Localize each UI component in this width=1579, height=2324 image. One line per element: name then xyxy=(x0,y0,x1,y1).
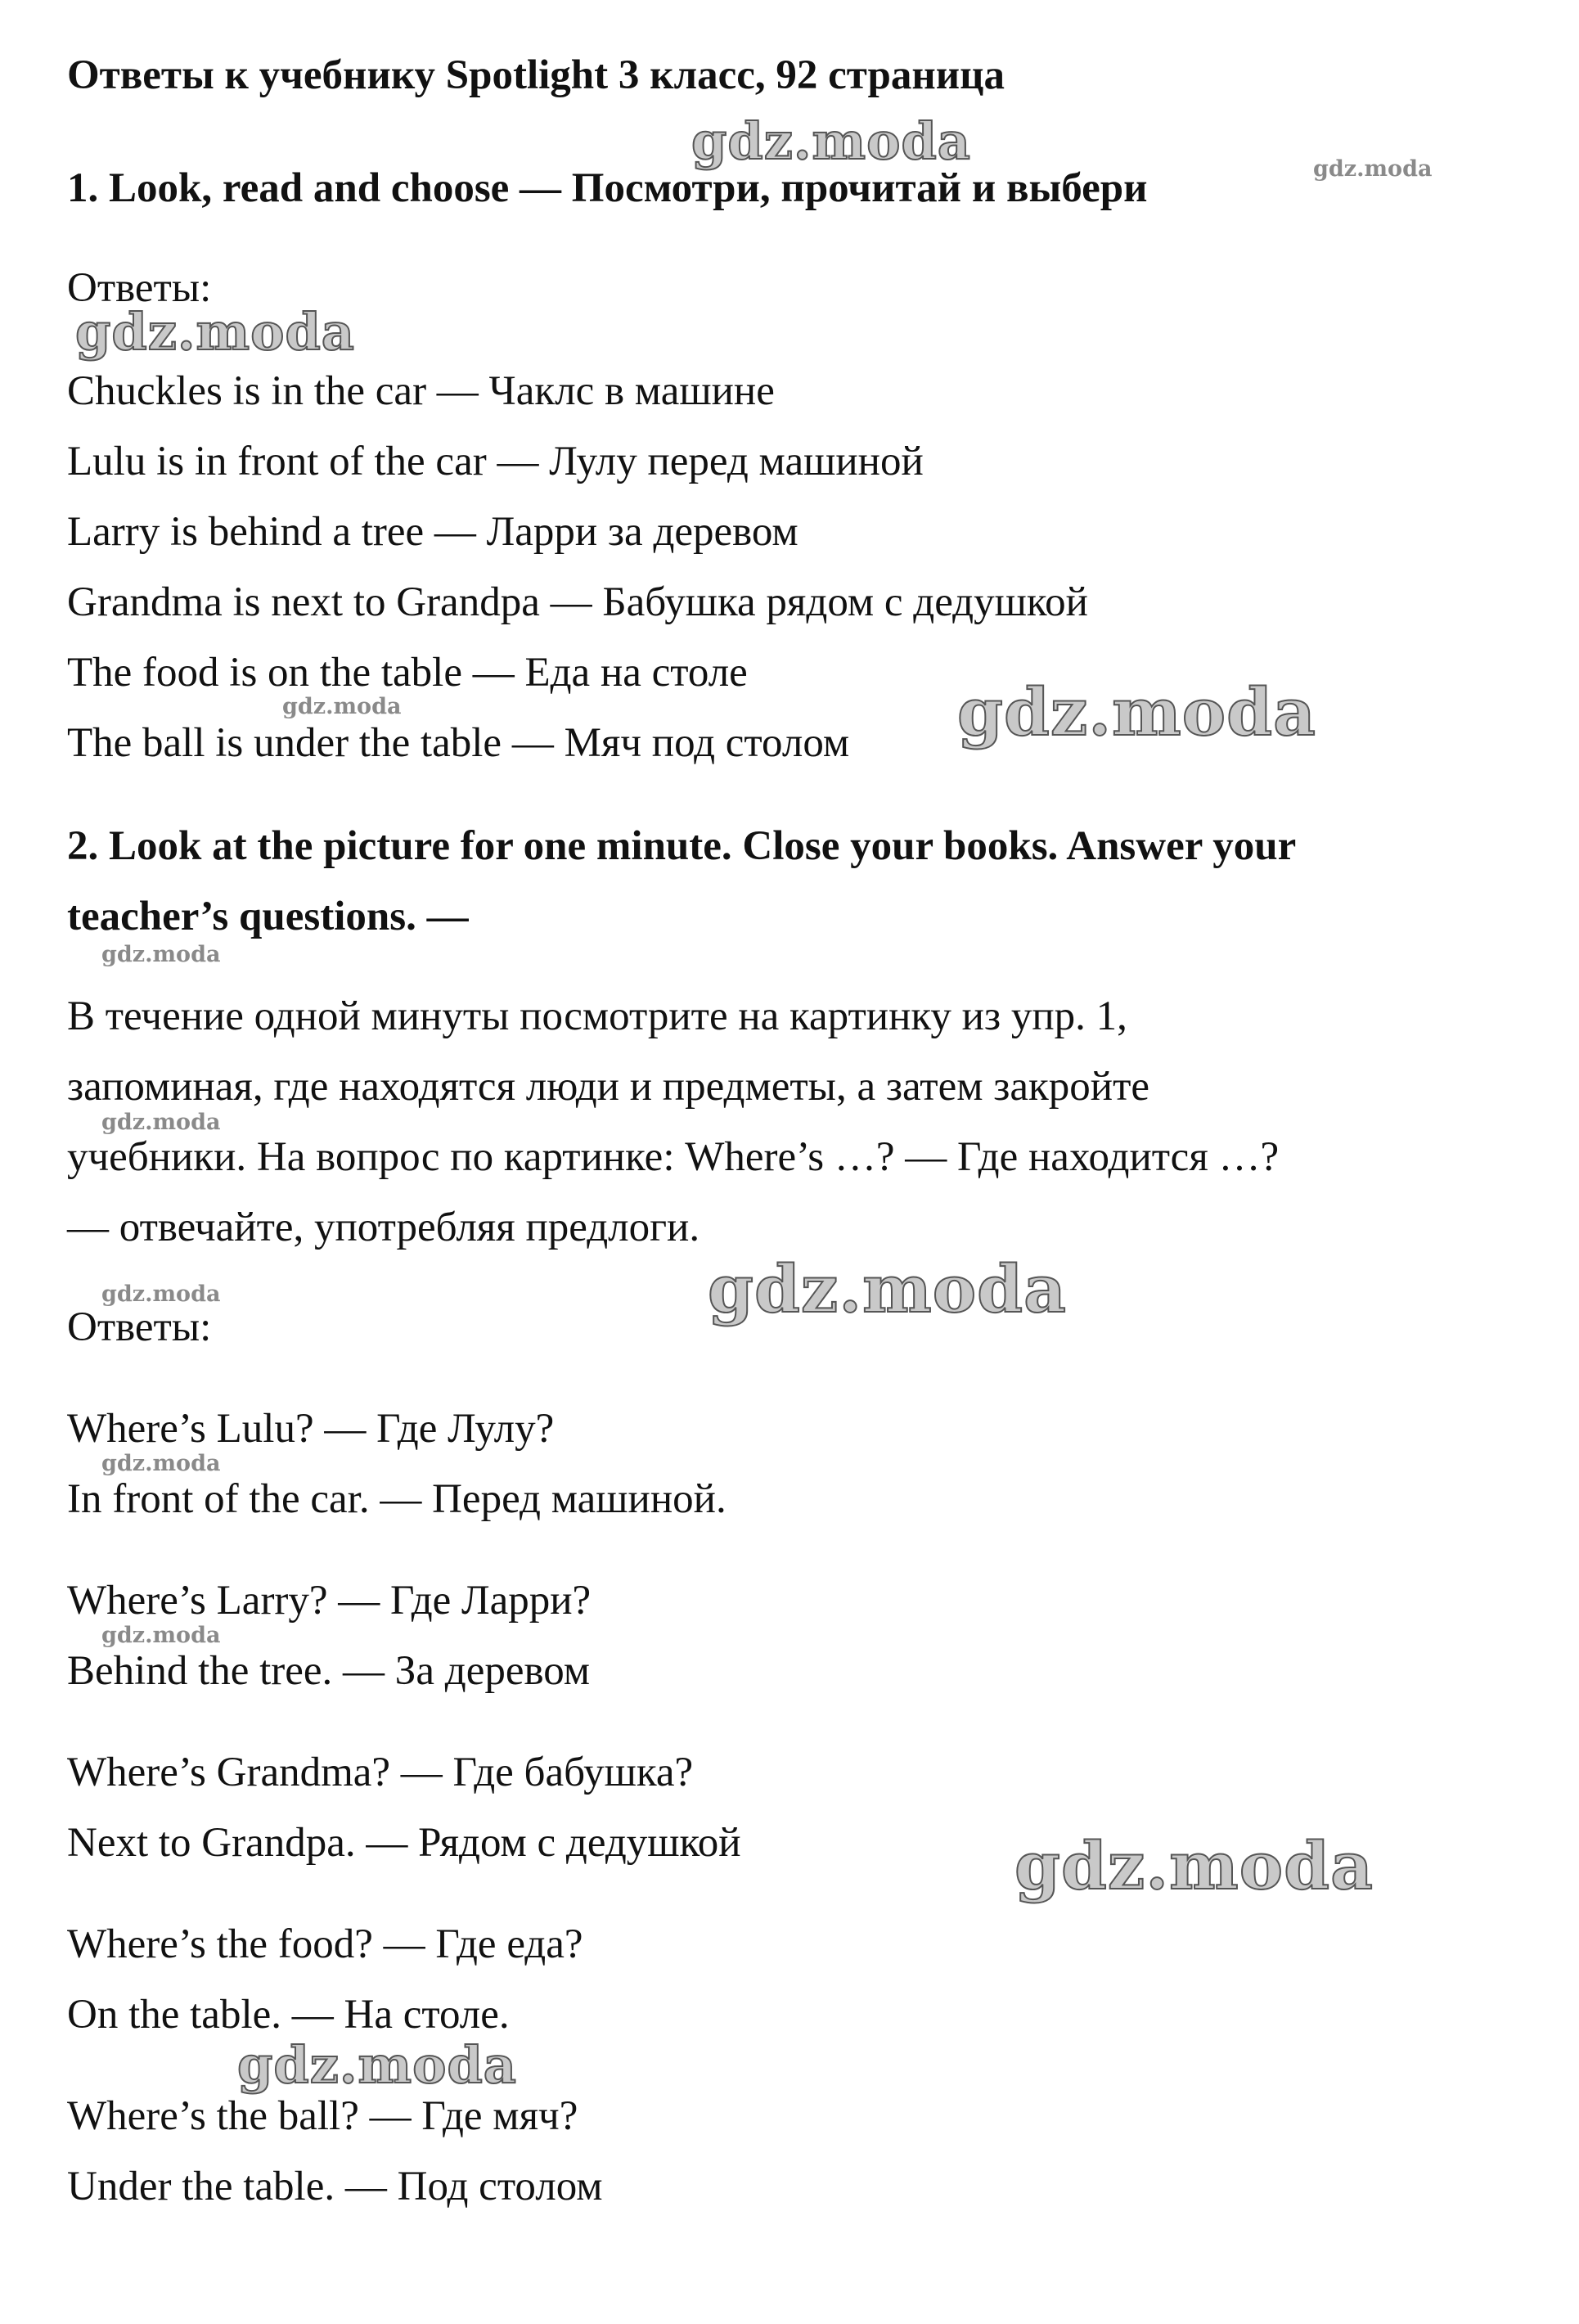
section1-answer-line: The ball is under the table — Мяч под столом xyxy=(67,720,850,766)
watermark-logo: gdz.moda xyxy=(282,694,402,719)
watermark-logo: gdz.moda xyxy=(101,1623,221,1648)
watermark-logo: gdz.moda xyxy=(691,111,971,171)
watermark-logo: gdz.moda xyxy=(101,1451,221,1476)
section2-heading-line2: teacher’s questions. — xyxy=(67,894,469,939)
section2-answers-label: Ответы: xyxy=(67,1304,212,1350)
watermark-logo: gdz.moda xyxy=(1313,156,1433,182)
qa-question: Where’s Lulu? — Где Лулу? xyxy=(67,1406,555,1452)
watermark-logo: gdz.moda xyxy=(101,1110,221,1135)
qa-question: Where’s Grandma? — Где бабушка? xyxy=(67,1750,694,1795)
qa-question: Where’s the food? — Где еда? xyxy=(67,1921,583,1967)
qa-answer: Next to Grandpa. — Рядом с дедушкой xyxy=(67,1820,741,1866)
qa-answer: Behind the tree. — За деревом xyxy=(67,1648,590,1694)
section1-answers-label: Ответы: xyxy=(67,265,212,311)
watermark-logo: gdz.moda xyxy=(101,942,221,967)
section2-instruction-line: запоминая, где находятся люди и предметы, а затем закройте xyxy=(67,1064,1150,1110)
watermark-logo: gdz.moda xyxy=(237,2035,517,2095)
section2-instruction-line: В течение одной минуты посмотрите на картинку из упр. 1, xyxy=(67,993,1127,1039)
section1-answer-line: Lulu is in front of the car — Лулу перед машиной xyxy=(67,439,924,484)
section2-instruction-line: учебники. На вопрос по картинке: Where’s …? — Где находится …? xyxy=(67,1134,1280,1180)
watermark-logo: gdz.moda xyxy=(75,302,355,362)
watermark-logo: gdz.moda xyxy=(708,1250,1067,1327)
section1-answer-line: Grandma is next to Grandpa — Бабушка рядом с дедушкой xyxy=(67,579,1088,625)
qa-question: Where’s the ball? — Где мяч? xyxy=(67,2093,578,2139)
section2-instruction-line: — отвечайте, употребляя предлоги. xyxy=(67,1205,700,1250)
section2-heading-line1: 2. Look at the picture for one minute. Close your books. Answer your xyxy=(67,823,1297,869)
section1-heading: 1. Look, read and choose — Посмотри, прочитай и выбери xyxy=(67,165,1148,211)
qa-question: Where’s Larry? — Где Ларри? xyxy=(67,1578,592,1624)
page-title: Ответы к учебнику Spotlight 3 класс, 92 страница xyxy=(67,52,1005,98)
qa-answer: In front of the car. — Перед машиной. xyxy=(67,1476,727,1522)
watermark-logo: gdz.moda xyxy=(1014,1827,1374,1904)
section1-answer-line: The food is on the table — Еда на столе xyxy=(67,650,748,696)
qa-answer: Under the table. — Под столом xyxy=(67,2164,603,2209)
section1-answer-line: Chuckles is in the car — Чаклс в машине xyxy=(67,368,775,414)
watermark-logo: gdz.moda xyxy=(957,673,1316,750)
section1-answer-line: Larry is behind a tree — Ларри за деревом xyxy=(67,509,798,555)
qa-answer: On the table. — На столе. xyxy=(67,1992,510,2038)
watermark-logo: gdz.moda xyxy=(101,1281,221,1307)
